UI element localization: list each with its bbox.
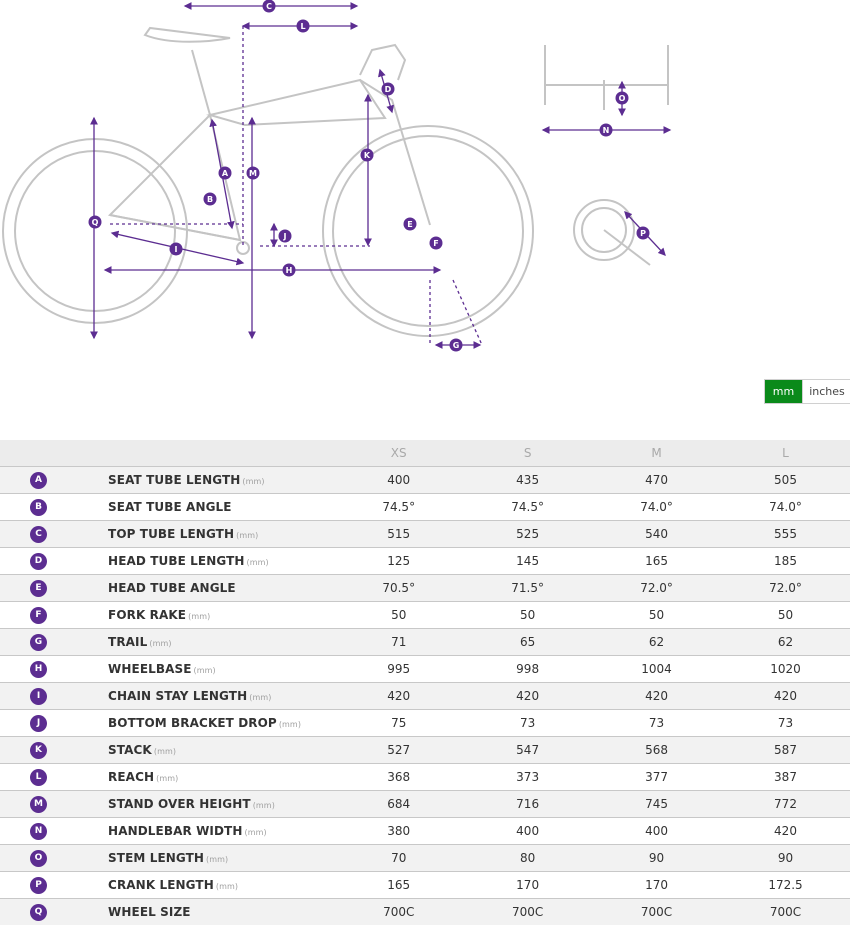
measurement-name: BOTTOM BRACKET DROP (mm): [108, 715, 302, 730]
diagram-label-text: D: [384, 85, 392, 94]
table-row: [0, 763, 850, 790]
measurement-value: 505: [774, 472, 797, 487]
diagram-label-text: A: [221, 169, 229, 178]
diagram-label-text: J: [283, 232, 287, 241]
measurement-name: TOP TUBE LENGTH (mm): [108, 526, 259, 541]
unit-toggle: [764, 379, 850, 404]
measurement-value: 400: [387, 472, 411, 487]
measurement-badge: I: [30, 688, 47, 705]
measurement-value: 170: [516, 877, 540, 892]
measurement-value: 72.0°: [769, 580, 802, 595]
diagram-label-text: I: [174, 245, 178, 254]
geometry-table: [0, 440, 850, 925]
measurement-value: 71: [391, 634, 407, 649]
measurement-value: 73: [648, 715, 665, 730]
unit-inches-button[interactable]: inches: [802, 380, 850, 403]
table-row: [0, 871, 850, 898]
measurement-badge: G: [30, 634, 47, 651]
measurement-value: 165: [387, 877, 411, 892]
measurement-value: 90: [777, 850, 794, 865]
measurement-value: 555: [774, 526, 797, 541]
measurement-unit: (mm): [252, 800, 275, 810]
measurement-value: 745: [645, 796, 668, 811]
measurement-value: 73: [777, 715, 794, 730]
measurement-name: STAND OVER HEIGHT (mm): [108, 796, 275, 811]
measurement-value: 435: [516, 472, 540, 487]
measurement-name: HANDLEBAR WIDTH (mm): [108, 823, 267, 838]
table-row: [0, 628, 850, 655]
measurement-value: 185: [774, 553, 797, 568]
measurement-value: 684: [387, 796, 411, 811]
measurement-value: 65: [519, 634, 536, 649]
measurement-value: 700C: [640, 904, 673, 919]
measurement-value: 568: [645, 742, 668, 757]
measurement-value: 50: [648, 607, 665, 622]
measurement-name: TRAIL (mm): [108, 634, 172, 649]
measurement-name: HEAD TUBE LENGTH (mm): [108, 553, 269, 568]
diagram-label-text: L: [300, 22, 306, 31]
measurement-value: 387: [774, 769, 797, 784]
measurement-value: 470: [645, 472, 668, 487]
measurement-unit: (mm): [188, 611, 211, 621]
measurement-value: 74.0°: [640, 499, 673, 514]
table-row: [0, 493, 850, 520]
measurement-unit: (mm): [215, 881, 239, 891]
measurement-value: 80: [519, 850, 536, 865]
diagram-label-text: Q: [91, 218, 99, 227]
measurement-badge: E: [30, 580, 47, 597]
measurement-unit: (mm): [149, 638, 172, 648]
measurement-value: 70: [391, 850, 407, 865]
table-row: [0, 547, 850, 574]
measurement-unit: (mm): [242, 476, 265, 486]
measurement-name: HEAD TUBE ANGLE: [108, 580, 236, 595]
diagram-label-text: K: [363, 151, 371, 160]
table-header: [0, 440, 850, 466]
measurement-name: STACK (mm): [108, 742, 177, 757]
measurement-name: SEAT TUBE LENGTH (mm): [108, 472, 265, 487]
measurement-name: FORK RAKE (mm): [108, 607, 211, 622]
measurement-unit: (mm): [249, 692, 272, 702]
measurement-value: 700C: [769, 904, 802, 919]
measurement-value: 716: [516, 796, 540, 811]
measurement-value: 400: [516, 823, 540, 838]
measurement-value: 71.5°: [511, 580, 544, 595]
measurement-value: 995: [387, 661, 411, 676]
diagram-label-text: B: [206, 195, 214, 204]
measurement-value: 525: [516, 526, 540, 541]
table-row: [0, 601, 850, 628]
measurement-value: 380: [387, 823, 411, 838]
measurement-value: 62: [648, 634, 665, 649]
measurement-value: 172.5: [768, 877, 803, 892]
table-row: [0, 466, 850, 493]
size-header-xs: XS: [390, 445, 407, 460]
measurement-value: 72.0°: [640, 580, 673, 595]
measurement-value: 75: [391, 715, 407, 730]
measurement-badge: N: [30, 823, 47, 840]
measurement-value: 50: [777, 607, 794, 622]
measurement-value: 145: [516, 553, 540, 568]
measurement-value: 420: [387, 688, 411, 703]
measurement-value: 165: [645, 553, 668, 568]
measurement-value: 1004: [641, 661, 672, 676]
measurement-unit: (mm): [153, 746, 177, 756]
measurement-value: 377: [645, 769, 668, 784]
diagram-label-text: H: [285, 266, 293, 275]
measurement-value: 90: [648, 850, 665, 865]
measurement-unit: (mm): [206, 854, 229, 864]
measurement-unit: (mm): [156, 773, 179, 783]
measurement-unit: (mm): [244, 827, 267, 837]
measurement-name: SEAT TUBE ANGLE: [108, 499, 232, 514]
measurement-name: WHEELBASE (mm): [108, 661, 216, 676]
bike-geometry-diagram: [0, 0, 850, 440]
measurement-value: 74.5°: [382, 499, 416, 514]
diagram-label-text: M: [249, 169, 257, 178]
measurement-value: 1020: [770, 661, 801, 676]
measurement-value: 420: [516, 688, 540, 703]
measurement-badge: P: [30, 877, 47, 894]
measurement-badge: B: [30, 499, 47, 516]
diagram-label-text: C: [266, 2, 272, 11]
measurement-value: 74.0°: [769, 499, 802, 514]
measurement-value: 420: [645, 688, 668, 703]
measurement-value: 125: [387, 553, 411, 568]
measurement-value: 420: [774, 823, 797, 838]
table-row: [0, 520, 850, 547]
measurement-badge: K: [30, 742, 47, 759]
measurement-badge: O: [30, 850, 47, 867]
measurement-value: 73: [519, 715, 536, 730]
diagram-label-text: N: [602, 126, 610, 135]
unit-mm-button[interactable]: mm: [765, 380, 802, 403]
diagram-label-text: O: [618, 94, 626, 103]
diagram-label-text: F: [433, 239, 439, 248]
measurement-value: 998: [516, 661, 540, 676]
measurement-badge: D: [30, 553, 47, 570]
measurement-badge: L: [30, 769, 47, 786]
table-row: [0, 736, 850, 763]
measurement-unit: (mm): [246, 557, 269, 567]
measurement-value: 540: [645, 526, 668, 541]
measurement-value: 700C: [511, 904, 544, 919]
measurement-value: 368: [387, 769, 411, 784]
measurement-name: WHEEL SIZE: [108, 904, 191, 919]
measurement-badge: F: [30, 607, 47, 624]
measurement-unit: (mm): [236, 530, 259, 540]
measurement-name: CRANK LENGTH (mm): [108, 877, 239, 892]
diagram-label-text: P: [640, 229, 646, 238]
measurement-unit: (mm): [193, 665, 216, 675]
measurement-badge: C: [30, 526, 47, 543]
measurement-value: 700C: [383, 904, 415, 919]
diagram-label-text: G: [452, 341, 460, 350]
measurement-value: 50: [519, 607, 536, 622]
measurement-unit: (mm): [278, 719, 302, 729]
measurement-value: 400: [645, 823, 668, 838]
measurement-badge: J: [30, 715, 47, 732]
table-row: [0, 709, 850, 736]
measurement-name: STEM LENGTH (mm): [108, 850, 229, 865]
diagram-label-text: E: [407, 220, 413, 229]
measurement-badge: Q: [30, 904, 47, 921]
measurement-value: 420: [774, 688, 797, 703]
measurement-name: REACH (mm): [108, 769, 179, 784]
measurement-badge: M: [30, 796, 47, 813]
measurement-value: 515: [387, 526, 411, 541]
measurement-badge: A: [30, 472, 47, 489]
measurement-value: 74.5°: [511, 499, 544, 514]
measurement-value: 50: [391, 607, 407, 622]
table-row: [0, 817, 850, 844]
measurement-value: 170: [645, 877, 668, 892]
measurement-name: CHAIN STAY LENGTH (mm): [108, 688, 272, 703]
size-header-s: S: [523, 445, 532, 460]
measurement-value: 373: [516, 769, 540, 784]
table-row: [0, 790, 850, 817]
table-row: [0, 844, 850, 871]
measurement-badge: H: [30, 661, 47, 678]
table-row: [0, 682, 850, 709]
measurement-value: 547: [516, 742, 540, 757]
table-row: [0, 898, 850, 925]
size-header-m: M: [651, 445, 662, 460]
table-row: [0, 655, 850, 682]
measurement-value: 587: [774, 742, 797, 757]
measurement-value: 70.5°: [382, 580, 416, 595]
size-header-l: L: [782, 445, 789, 460]
measurement-value: 62: [777, 634, 794, 649]
table-row: [0, 574, 850, 601]
measurement-value: 772: [774, 796, 797, 811]
measurement-value: 527: [387, 742, 411, 757]
